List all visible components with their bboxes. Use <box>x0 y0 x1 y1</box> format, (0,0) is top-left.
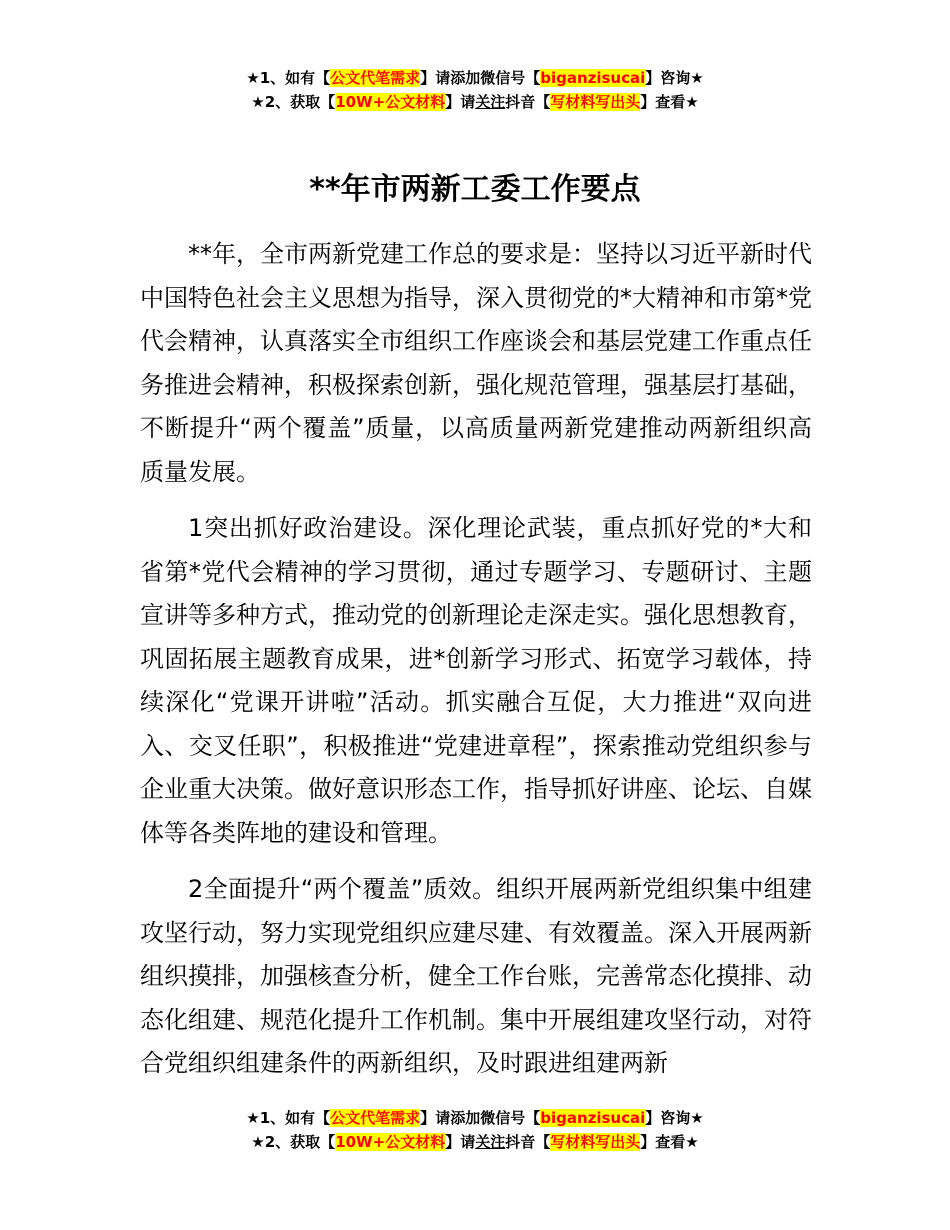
promo-text: 】请 <box>445 1133 476 1151</box>
promo-line-1 <box>0 1106 950 1130</box>
promo-text: 】查看★ <box>640 93 699 111</box>
promo-text: 】请添加微信号【 <box>420 69 541 87</box>
document-body <box>140 233 812 1099</box>
highlight-materials: 10W+公文材料 <box>335 1133 446 1151</box>
promo-text: 】查看★ <box>640 1133 699 1151</box>
promo-text: 抖音【 <box>505 93 551 111</box>
underlined-follow: 关注 <box>475 93 506 111</box>
promo-line-1 <box>0 66 950 90</box>
promo-banner-bottom <box>0 1106 950 1154</box>
highlight-service: 公文代笔需求 <box>330 1109 421 1127</box>
promo-banner-top <box>0 66 950 114</box>
paragraph-coverage: 2全面提升“两个覆盖”质效。组织开展两新党组织集中组建攻坚行动，努力实现党组织应建尽建、有效覆盖。深入开展两新组织摸排，加强核查分析，健全工作台账，完善常态化摸排、动态化组建、规范化提升工作机制。集中开展组建攻坚行动，对符合党组织组建条件的两新组织，及时跟进组建两新 <box>140 875 812 1077</box>
paragraph-intro: **年，全市两新党建工作总的要求是：坚持以习近平新时代中国特色社会主义思想为指导，深入贯彻党的*大精神和市第*党代会精神，认真落实全市组织工作座谈会和基层党建工作重点任务推进会精神，积极探索创新，强化规范管理，强基层打基础，不断提升“两个覆盖”质量，以高质量两新党建推动两新组织高质量发展。 <box>140 240 812 486</box>
promo-text: 】请 <box>445 93 476 111</box>
highlight-douyin-id: 写材料写出头 <box>550 1133 641 1151</box>
promo-text: ★1、如有【 <box>246 69 331 87</box>
promo-text: 】咨询★ <box>645 1109 704 1127</box>
underlined-follow: 关注 <box>475 1133 506 1151</box>
promo-text: ★1、如有【 <box>246 1109 331 1127</box>
paragraph-political-building: 1突出抓好政治建设。深化理论武装，重点抓好党的*大和省第*党代会精神的学习贯彻，通过专题学习、专题研讨、主题宣讲等多种方式，推动党的创新理论走深走实。强化思想教育，巩固拓展主题教育成果，进*创新学习形式、拓宽学习载体，持续深化“党课开讲啦”活动。抓实融合互促，大力推进“双向进入、交叉任职”，积极推进“党建进章程”，探索推动党组织参与企业重大决策。做好意识形态工作，指导抓好讲座、论坛、自媒体等各类阵地的建设和管理。 <box>140 514 812 847</box>
promo-text: ★2、获取【 <box>251 93 336 111</box>
promo-text: ★2、获取【 <box>251 1133 336 1151</box>
highlight-wechat-id: biganzisucai <box>540 1109 646 1127</box>
promo-text: 】请添加微信号【 <box>420 1109 541 1127</box>
highlight-service: 公文代笔需求 <box>330 69 421 87</box>
highlight-douyin-id: 写材料写出头 <box>550 93 641 111</box>
highlight-wechat-id: biganzisucai <box>540 69 646 87</box>
promo-line-2 <box>0 90 950 114</box>
document-title: **年市两新工委工作要点 <box>309 172 641 207</box>
promo-line-2 <box>0 1130 950 1154</box>
promo-text: 抖音【 <box>505 1133 551 1151</box>
highlight-materials: 10W+公文材料 <box>335 93 446 111</box>
promo-text: 】咨询★ <box>645 69 704 87</box>
